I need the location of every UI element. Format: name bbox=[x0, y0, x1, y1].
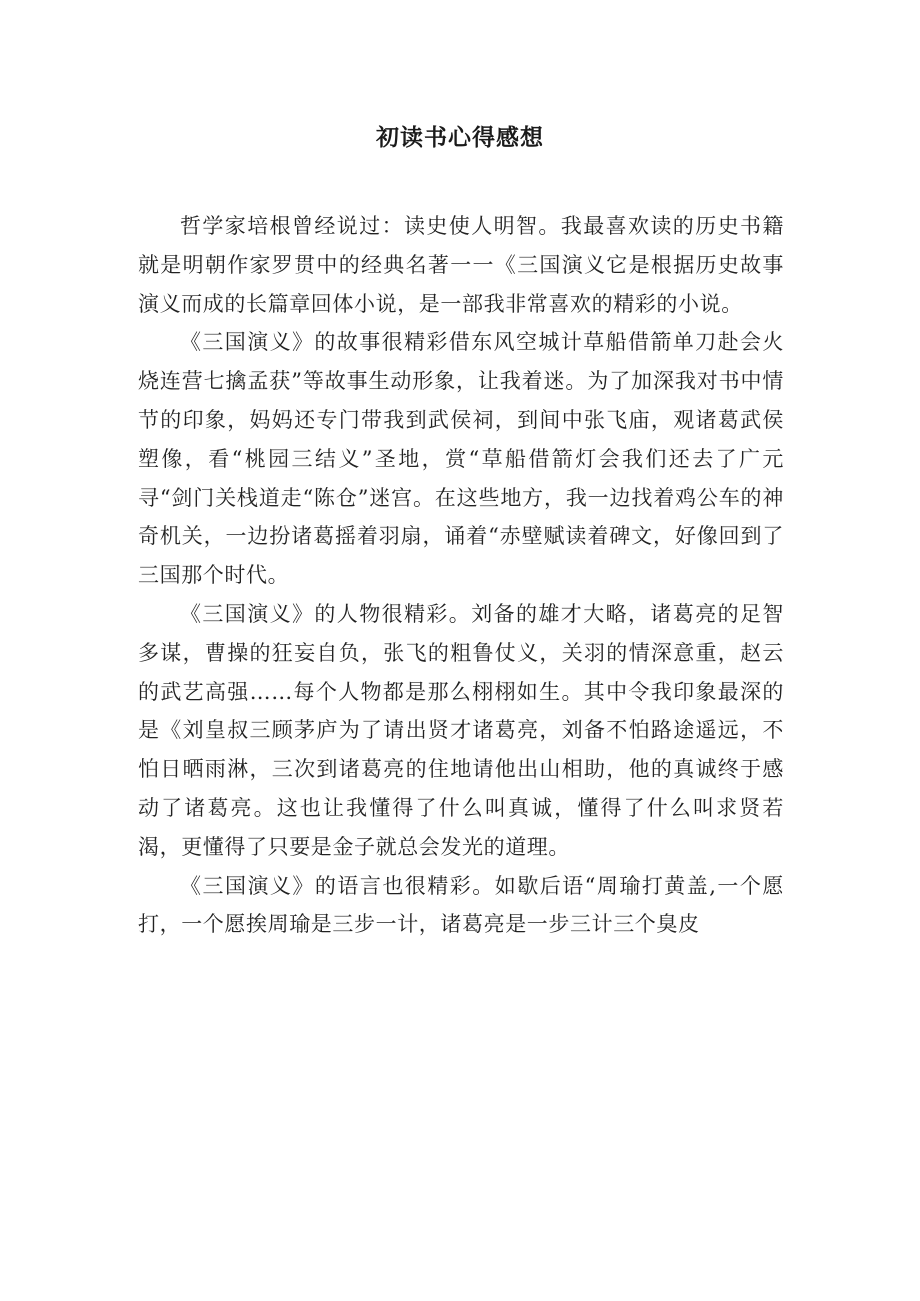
paragraph-2: 《三国演义》的故事很精彩借东风空城计草船借箭单刀赴会火烧连营七擒孟获”等故事生动形象，让我着迷。为了加深我对书中情节的印象，妈妈还专门带我到武侯祠，到间中张飞庙，观诸葛武侯塑像，看“桃园三结义”圣地，赏“草船借箭灯会我们还去了广元寻“剑门关栈道走“陈仓”迷宫。在这些地方，我一边找着鸡公车的神奇机关，一边扮诸葛摇着羽扇，诵着“赤壁赋读着碑文，好像回到了三国那个时代。 bbox=[138, 330, 784, 588]
paragraph-3: 《三国演义》的人物很精彩。刘备的雄才大略，诸葛亮的足智多谋，曹操的狂妄自负，张飞的粗鲁仗义，关羽的情深意重，赵云的武艺高强……每个人物都是那么栩栩如生。其中令我印象最深的是《刘皇叔三顾茅庐为了请出贤才诸葛亮，刘备不怕路途遥远，不怕日晒雨淋，三次到诸葛亮的住地请他出山相助，他的真诚终于感动了诸葛亮。这也让我懂得了什么叫真诚，懂得了什么叫求贤若渴，更懂得了只要是金子就总会发光的道理。 bbox=[138, 601, 784, 859]
paragraph-1: 哲学家培根曾经说过：读史使人明智。我最喜欢读的历史书籍就是明朝作家罗贯中的经典名著一一《三国演义它是根据历史故事演义而成的长篇章回体小说，是一部我非常喜欢的精彩的小说。 bbox=[138, 214, 784, 316]
document-body bbox=[138, 207, 784, 944]
document-title: 初读书心得感想 bbox=[376, 125, 544, 151]
paragraph-4: 《三国演义》的语言也很精彩。如歇后语“周瑜打黄盖,一个愿打，一个愿挨周瑜是三步一计，诸葛亮是一步三计三个臭皮 bbox=[138, 873, 784, 937]
